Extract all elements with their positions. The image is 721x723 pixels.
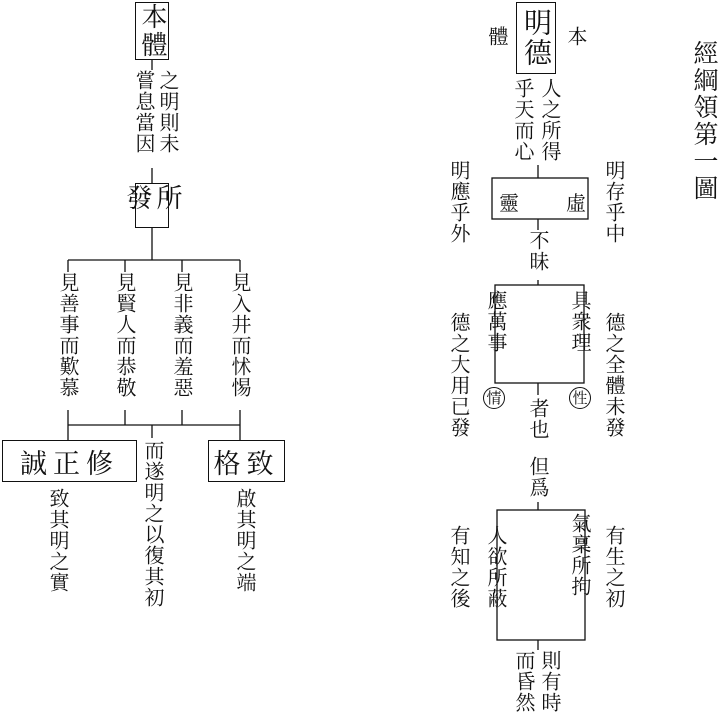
mingde-box bbox=[516, 2, 556, 74]
chengzhengxiu-box bbox=[2, 440, 137, 482]
bumei: 不昧 bbox=[526, 230, 550, 272]
suofa-label: 所發 bbox=[122, 184, 182, 212]
suofa-box bbox=[122, 183, 182, 228]
chengzhengxiu-note: 致其明之實 bbox=[46, 488, 70, 593]
danwei: 但爲 bbox=[526, 456, 550, 498]
ying-wai: 明應乎外 bbox=[447, 160, 471, 244]
ling-label: 靈 bbox=[499, 191, 519, 215]
ju-zhong-li: 具衆理 bbox=[568, 290, 592, 353]
example-shanshi: 見善事而歎慕 bbox=[56, 272, 80, 398]
middle-note: 而遂明之以復其初 bbox=[141, 440, 165, 608]
chengzhengxiu-label: 誠正修 bbox=[20, 448, 119, 480]
xing-circle: 性 bbox=[569, 387, 591, 409]
erhunran: 而昏然 bbox=[512, 650, 536, 713]
ying-wan-shi: 應萬事 bbox=[484, 290, 508, 353]
youzhi: 有知之後 bbox=[447, 525, 471, 609]
yousheng: 有生之初 bbox=[602, 525, 626, 609]
gezhi-note: 啟其明之端 bbox=[233, 488, 257, 593]
example-feiyi: 見非義而羞惡 bbox=[170, 272, 194, 398]
qing-circle: 情 bbox=[483, 387, 505, 409]
gezhi-box bbox=[208, 440, 285, 482]
example-ruijing: 見入井而怵惕 bbox=[228, 272, 252, 398]
ti-label: 體 bbox=[485, 26, 509, 47]
mingde-label: 明德 bbox=[520, 8, 553, 68]
renyu: 人欲所蔽 bbox=[484, 525, 508, 609]
diagram-title: 經綱領第一圖 bbox=[690, 40, 719, 202]
benti-box bbox=[135, 2, 169, 60]
zheye: 者也 bbox=[526, 398, 550, 440]
quanti: 德之全體未發 bbox=[602, 312, 626, 438]
cun-zhong: 明存乎中 bbox=[602, 160, 626, 244]
benti-note-left: 嘗息當因 bbox=[132, 70, 156, 154]
qibing: 氣稟所拘 bbox=[568, 513, 592, 597]
definition-left: 乎天而心 bbox=[511, 78, 535, 162]
dayong: 德之大用已發 bbox=[447, 312, 471, 438]
benti-note-right: 之明則未 bbox=[156, 70, 180, 154]
gezhi-label: 格致 bbox=[213, 448, 280, 480]
benti-label: 本體 bbox=[137, 3, 167, 59]
ben-label: 本 bbox=[564, 26, 588, 47]
definition-right: 人之所得 bbox=[538, 78, 562, 162]
xu-label: 虛 bbox=[566, 191, 586, 215]
zeyoushi: 則有時 bbox=[538, 650, 562, 713]
example-xianren: 見賢人而恭敬 bbox=[113, 272, 137, 398]
